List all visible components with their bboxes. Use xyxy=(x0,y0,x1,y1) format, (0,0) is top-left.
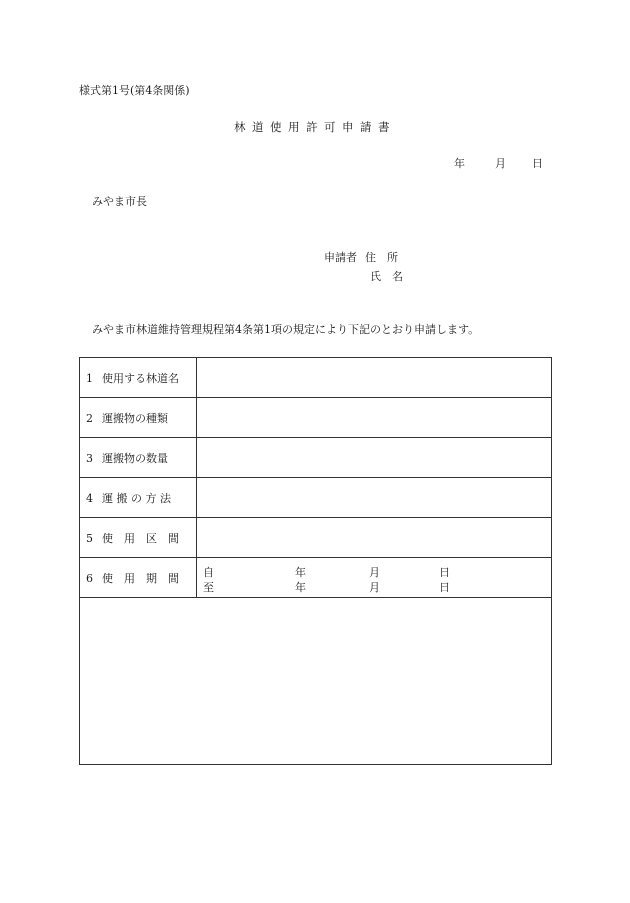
table-row xyxy=(80,398,552,438)
row-label: 3 運搬物の数量 xyxy=(80,438,197,478)
notes-area[interactable] xyxy=(80,598,552,765)
row-label: 6 使 用 期 間 xyxy=(80,558,197,598)
row-label: 1 使用する林道名 xyxy=(80,358,197,398)
table-row xyxy=(80,438,552,478)
name-label: 氏 名 xyxy=(370,270,403,283)
table-row xyxy=(80,478,552,518)
document-title: 林道使用許可申請書 xyxy=(234,120,396,134)
application-table xyxy=(79,357,552,765)
usage-period-field[interactable]: 自 年 月 日 至 年 月 日 xyxy=(197,558,552,598)
row-label: 2 運搬物の種類 xyxy=(80,398,197,438)
row-label: 4 運 搬 の 方 法 xyxy=(80,478,197,518)
date-year-label: 年 xyxy=(454,157,465,170)
row-label: 5 使 用 区 間 xyxy=(80,518,197,558)
cargo-quantity-field[interactable] xyxy=(197,438,552,478)
form-number: 様式第1号(第4条関係) xyxy=(79,84,190,97)
transport-method-field[interactable] xyxy=(197,478,552,518)
recipient: みやま市長 xyxy=(92,195,147,208)
usage-section-field[interactable] xyxy=(197,518,552,558)
date-line xyxy=(454,155,543,171)
applicant-address-label xyxy=(324,249,398,265)
table-row xyxy=(80,598,552,765)
date-day-label: 日 xyxy=(532,157,543,170)
address-label: 住 所 xyxy=(365,251,398,264)
cargo-type-field[interactable] xyxy=(197,398,552,438)
date-month-label: 月 xyxy=(495,157,506,170)
table-row xyxy=(80,558,552,598)
application-statement: みやま市林道維持管理規程第4条第1項の規定により下記のとおり申請します。 xyxy=(92,323,480,336)
table-row xyxy=(80,518,552,558)
applicant-role: 申請者 xyxy=(324,251,357,264)
road-name-field[interactable] xyxy=(197,358,552,398)
table-row xyxy=(80,358,552,398)
